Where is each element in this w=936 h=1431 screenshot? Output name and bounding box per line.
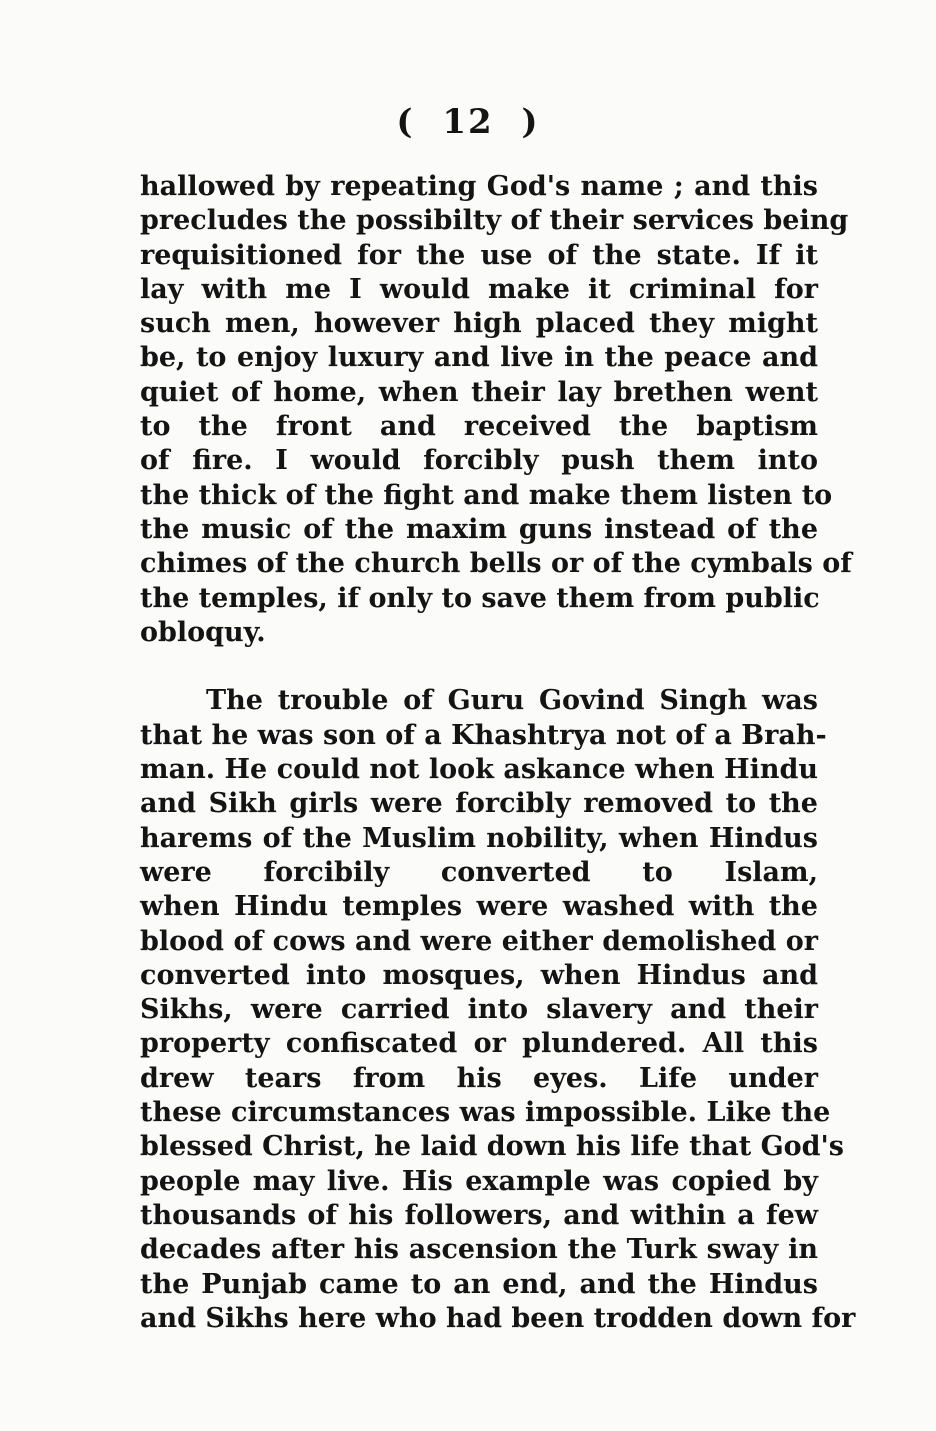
- text-line: the temples, if only to save them from public: [140, 582, 820, 614]
- page-number: ( 12 ): [396, 102, 540, 142]
- text-line: people may live. His example was copied by: [140, 1165, 818, 1197]
- text-line: that he was son of a Khashtrya not of a Brah-: [140, 719, 827, 751]
- text-line: precludes the possibilty of their services being: [140, 205, 849, 237]
- text-line: be, to enjoy luxury and live in the peace and: [140, 342, 818, 374]
- text-line: drew tears from his eyes. Life under: [140, 1062, 818, 1094]
- text-line: man. He could not look askance when Hindu: [140, 754, 818, 786]
- text-line: quiet of home, when their lay brethen went: [140, 376, 818, 408]
- text-line: requisitioned for the use of the state. If it: [140, 239, 818, 271]
- text-line: harems of the Muslim nobility, when Hindus: [140, 822, 818, 854]
- text-line: chimes of the church bells or of the cymbals of: [140, 548, 852, 580]
- text-line: were forcibily converted to Islam,: [140, 856, 818, 888]
- text-line: blood of cows and were either demolished or: [140, 925, 818, 957]
- text-line: Sikhs, were carried into slavery and their: [140, 994, 818, 1026]
- paragraph-1: [140, 170, 852, 650]
- text-line: The trouble of Guru Govind Singh was: [206, 685, 818, 717]
- text-line: and Sikhs here who had been trodden down for: [140, 1302, 856, 1334]
- text-line: decades after his ascension the Turk sway in: [140, 1234, 818, 1266]
- text-line: converted into mosques, when Hindus and: [140, 959, 818, 991]
- text-line: to the front and received the baptism: [140, 411, 818, 443]
- paragraph-spacer: [140, 650, 818, 684]
- text-line: when Hindu temples were washed with the: [140, 891, 818, 923]
- text-line: obloquy.: [140, 616, 266, 648]
- text-line: thousands of his followers, and within a few: [140, 1199, 818, 1231]
- text-line: of fire. I would forcibly push them into: [140, 445, 818, 477]
- paragraph-2: [140, 684, 856, 1336]
- text-line: the Punjab came to an end, and the Hindus: [140, 1268, 818, 1300]
- text-line: and Sikh girls were forcibly removed to the: [140, 788, 818, 820]
- text-line: such men, however high placed they might: [140, 308, 818, 340]
- text-line: the thick of the fight and make them listen to: [140, 479, 833, 511]
- text-line: lay with me I would make it criminal for: [140, 273, 818, 305]
- text-line: the music of the maxim guns instead of the: [140, 513, 818, 545]
- body-text: [140, 170, 856, 1336]
- text-line: blessed Christ, he laid down his life that God's: [140, 1131, 844, 1163]
- text-line: hallowed by repeating God's name ; and this: [140, 171, 818, 202]
- text-line: these circumstances was impossible. Like the: [140, 1097, 831, 1129]
- text-line: property confiscated or plundered. All this: [140, 1028, 818, 1060]
